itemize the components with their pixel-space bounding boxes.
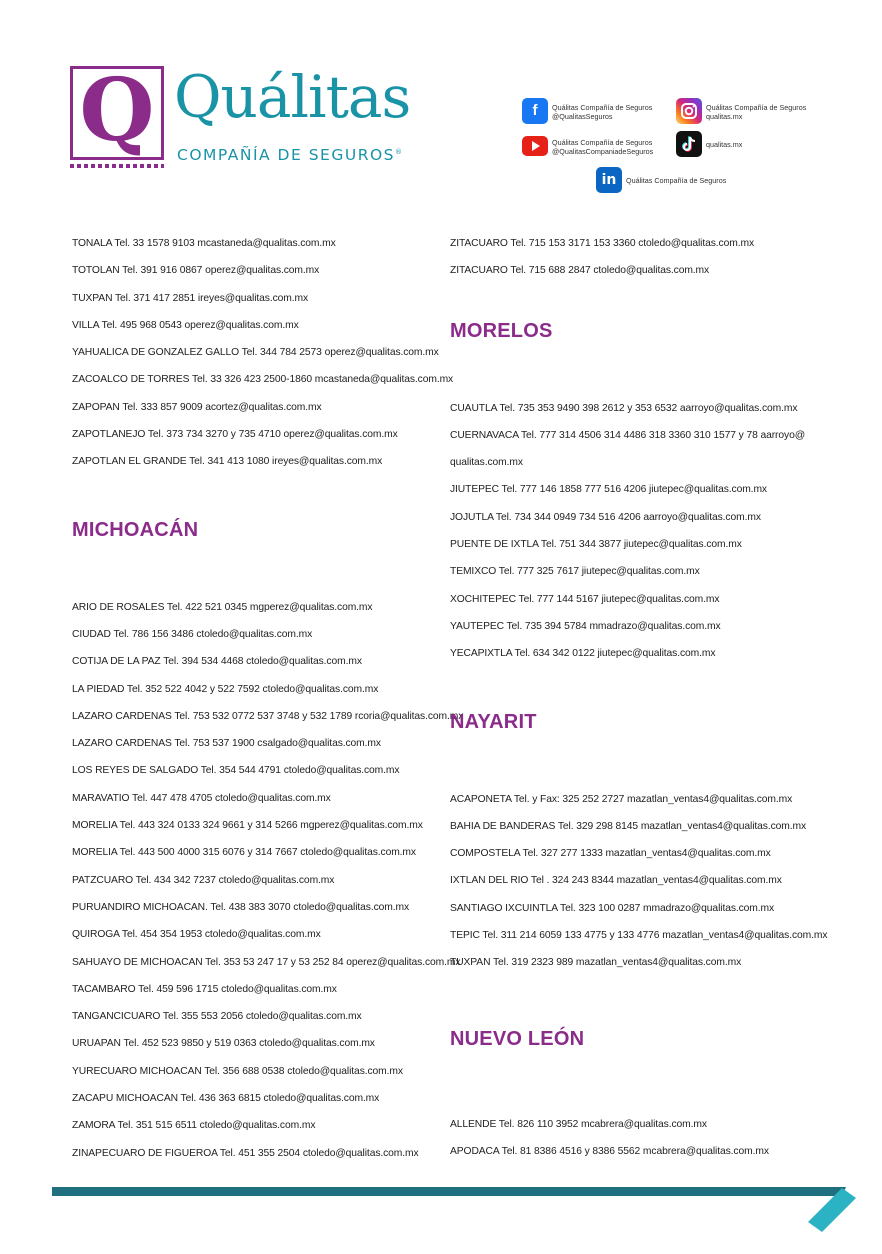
list-item: CUAUTLA Tel. 735 353 9490 398 2612 y 353 6532 aarroyo@qualitas.com.mx bbox=[450, 402, 798, 414]
list-item: PUENTE DE IXTLA Tel. 751 344 3877 jiutepec@qualitas.com.mx bbox=[450, 539, 742, 551]
brand-tagline-text: COMPAÑÍA DE SEGUROS bbox=[177, 146, 396, 164]
list-item: JIUTEPEC Tel. 777 146 1858 777 516 4206 jiutepec@qualitas.com.mx bbox=[450, 484, 767, 496]
list-item: YAUTEPEC Tel. 735 394 5784 mmadrazo@qualitas.com.mx bbox=[450, 620, 721, 632]
list-item: LOS REYES DE SALGADO Tel. 354 544 4791 ctoledo@qualitas.com.mx bbox=[72, 765, 400, 777]
logo-q-emblem bbox=[70, 60, 164, 161]
section-title-nayarit: NAYARIT bbox=[450, 710, 537, 733]
list-item: LAZARO CARDENAS Tel. 753 532 0772 537 3748 y 532 1789 rcoria@qualitas.com.mx bbox=[72, 710, 464, 722]
list-item: ZAPOPAN Tel. 333 857 9009 acortez@qualitas.com.mx bbox=[72, 401, 322, 413]
brand-tagline bbox=[177, 146, 404, 164]
list-item: YURECUARO MICHOACAN Tel. 356 688 0538 ctoledo@qualitas.com.mx bbox=[72, 1065, 403, 1077]
social-facebook-line-2: @QualitasSeguros bbox=[552, 112, 613, 121]
social-tiktok-text bbox=[706, 140, 742, 149]
social-facebook-line-1: Quálitas Compañía de Seguros bbox=[552, 103, 653, 112]
list-item: ALLENDE Tel. 826 110 3952 mcabrera@qualitas.com.mx bbox=[450, 1118, 707, 1130]
list-item: YECAPIXTLA Tel. 634 342 0122 jiutepec@qualitas.com.mx bbox=[450, 648, 716, 660]
list-item: COMPOSTELA Tel. 327 277 1333 mazatlan_ventas4@qualitas.com.mx bbox=[450, 848, 771, 860]
list-item: PURUANDIRO MICHOACAN. Tel. 438 383 3070 ctoledo@qualitas.com.mx bbox=[72, 901, 410, 913]
brand-name: Quálitas bbox=[174, 63, 411, 131]
list-item: TOTOLAN Tel. 391 916 0867 operez@qualitas.com.mx bbox=[72, 265, 320, 277]
list-item: IXTLAN DEL RIO Tel . 324 243 8344 mazatlan_ventas4@qualitas.com.mx bbox=[450, 875, 782, 887]
list-item: ZITACUARO Tel. 715 153 3171 153 3360 ctoledo@qualitas.com.mx bbox=[450, 238, 754, 249]
list-item: LA PIEDAD Tel. 352 522 4042 y 522 7592 ctoledo@qualitas.com.mx bbox=[72, 683, 379, 695]
section-title-morelos: MORELOS bbox=[450, 319, 553, 342]
social-youtube-line-2: @QualitasCompaniadeSeguros bbox=[552, 147, 654, 156]
list-item: MARAVATIO Tel. 447 478 4705 ctoledo@qualitas.com.mx bbox=[72, 792, 331, 804]
list-item: CUERNAVACA Tel. 777 314 4506 314 4486 318 3360 310 1577 y 78 aarroyo@ bbox=[450, 429, 806, 441]
facebook-icon: f bbox=[522, 98, 548, 124]
list-item: CIUDAD Tel. 786 156 3486 ctoledo@qualitas.com.mx bbox=[72, 628, 313, 640]
list-item: ZACOALCO DE TORRES Tel. 33 326 423 2500-1860 mcastaneda@qualitas.com.mx bbox=[72, 374, 454, 386]
tiktok-icon bbox=[676, 131, 702, 157]
logo-q-letter: Q bbox=[79, 60, 155, 161]
social-linkedin-text bbox=[626, 176, 726, 185]
list-item: TONALA Tel. 33 1578 9103 mcastaneda@qualitas.com.mx bbox=[72, 238, 336, 249]
nuevo-leon-list bbox=[450, 1111, 860, 1166]
list-item: COTIJA DE LA PAZ Tel. 394 534 4468 ctoledo@qualitas.com.mx bbox=[72, 656, 362, 668]
linkedin-icon: in bbox=[596, 167, 622, 193]
list-item: ZAPOTLANEJO Tel. 373 734 3270 y 735 4710 operez@qualitas.com.mx bbox=[72, 429, 398, 441]
right-column bbox=[450, 230, 860, 1165]
list-item: QUIROGA Tel. 454 354 1953 ctoledo@qualitas.com.mx bbox=[72, 929, 321, 941]
list-item: PATZCUARO Tel. 434 342 7237 ctoledo@qualitas.com.mx bbox=[72, 874, 335, 886]
registered-mark: ® bbox=[395, 147, 404, 156]
social-tiktok-line-1: qualitas.mx bbox=[706, 140, 743, 149]
list-item: MORELIA Tel. 443 500 4000 315 6076 y 314 7667 ctoledo@qualitas.com.mx bbox=[72, 847, 416, 859]
list-item: SANTIAGO IXCUINTLA Tel. 323 100 0287 mmadrazo@qualitas.com.mx bbox=[450, 902, 775, 914]
list-item: JOJUTLA Tel. 734 344 0949 734 516 4206 aarroyo@qualitas.com.mx bbox=[450, 511, 761, 523]
list-item: TEMIXCO Tel. 777 325 7617 jiutepec@qualitas.com.mx bbox=[450, 566, 700, 578]
social-instagram-text bbox=[706, 103, 806, 121]
list-item: ZINAPECUARO DE FIGUEROA Tel. 451 355 2504 ctoledo@qualitas.com.mx bbox=[72, 1147, 419, 1159]
list-item: qualitas.com.mx bbox=[450, 457, 523, 469]
list-item: URUAPAN Tel. 452 523 9850 y 519 0363 ctoledo@qualitas.com.mx bbox=[72, 1038, 375, 1050]
list-item: ZAMORA Tel. 351 515 6511 ctoledo@qualitas.com.mx bbox=[72, 1120, 316, 1132]
left-column bbox=[72, 230, 482, 1167]
list-item: TANGANCICUARO Tel. 355 553 2056 ctoledo@qualitas.com.mx bbox=[72, 1011, 362, 1023]
social-instagram-line-1: Quálitas Compañía de Seguros bbox=[706, 103, 807, 112]
list-item: VILLA Tel. 495 968 0543 operez@qualitas.com.mx bbox=[72, 319, 299, 331]
social-linkedin-line-1: Quálitas Compañía de Seguros bbox=[626, 176, 727, 185]
list-item: XOCHITEPEC Tel. 777 144 5167 jiutepec@qualitas.com.mx bbox=[450, 593, 720, 605]
list-item: ZACAPU MICHOACAN Tel. 436 363 6815 ctoledo@qualitas.com.mx bbox=[72, 1093, 380, 1105]
list-item: TUXPAN Tel. 371 417 2851 ireyes@qualitas.com.mx bbox=[72, 292, 309, 304]
social-youtube-text bbox=[552, 138, 653, 156]
footer-accent-stripe bbox=[808, 1188, 856, 1232]
morelos-list bbox=[450, 395, 860, 668]
michoacan-list bbox=[72, 594, 482, 1167]
instagram-icon bbox=[676, 98, 702, 124]
social-instagram-line-2: qualitas.mx bbox=[706, 112, 743, 121]
list-item: ACAPONETA Tel. y Fax: 325 252 2727 mazatlan_ventas4@qualitas.com.mx bbox=[450, 793, 793, 805]
list-item: YAHUALICA DE GONZALEZ GALLO Tel. 344 784 2573 operez@qualitas.com.mx bbox=[72, 347, 439, 359]
section-title-michoacan: MICHOACÁN bbox=[72, 518, 199, 541]
logo-dotted-line bbox=[70, 164, 164, 168]
list-item: LAZARO CARDENAS Tel. 753 537 1900 csalgado@qualitas.com.mx bbox=[72, 738, 381, 750]
qualitas-logo bbox=[70, 60, 415, 172]
list-item: ARIO DE ROSALES Tel. 422 521 0345 mgperez@qualitas.com.mx bbox=[72, 601, 373, 613]
footer-bar bbox=[52, 1187, 846, 1196]
youtube-icon bbox=[522, 136, 548, 156]
nayarit-list bbox=[450, 786, 860, 977]
list-item: ZITACUARO Tel. 715 688 2847 ctoledo@qualitas.com.mx bbox=[450, 265, 710, 277]
list-item: TACAMBARO Tel. 459 596 1715 ctoledo@qualitas.com.mx bbox=[72, 983, 337, 995]
list-item: BAHIA DE BANDERAS Tel. 329 298 8145 mazatlan_ventas4@qualitas.com.mx bbox=[450, 820, 807, 832]
list-item: APODACA Tel. 81 8386 4516 y 8386 5562 mcabrera@qualitas.com.mx bbox=[450, 1145, 769, 1157]
social-youtube-line-1: Quálitas Compañía de Seguros bbox=[552, 138, 653, 147]
michoacan-continued-list bbox=[450, 230, 860, 285]
list-item: TUXPAN Tel. 319 2323 989 mazatlan_ventas4@qualitas.com.mx bbox=[450, 957, 742, 969]
list-item: TEPIC Tel. 311 214 6059 133 4775 y 133 4776 mazatlan_ventas4@qualitas.com.mx bbox=[450, 930, 828, 942]
list-item: SAHUAYO DE MICHOACAN Tel. 353 53 247 17 y 53 252 84 operez@qualitas.com.mx bbox=[72, 956, 461, 968]
jalisco-list bbox=[72, 230, 482, 476]
list-item: ZAPOTLAN EL GRANDE Tel. 341 413 1080 ireyes@qualitas.com.mx bbox=[72, 456, 383, 468]
section-title-nuevo-leon: NUEVO LEÓN bbox=[450, 1027, 585, 1050]
list-item: MORELIA Tel. 443 324 0133 324 9661 y 314 5266 mgperez@qualitas.com.mx bbox=[72, 820, 423, 832]
social-facebook-text bbox=[552, 103, 652, 121]
